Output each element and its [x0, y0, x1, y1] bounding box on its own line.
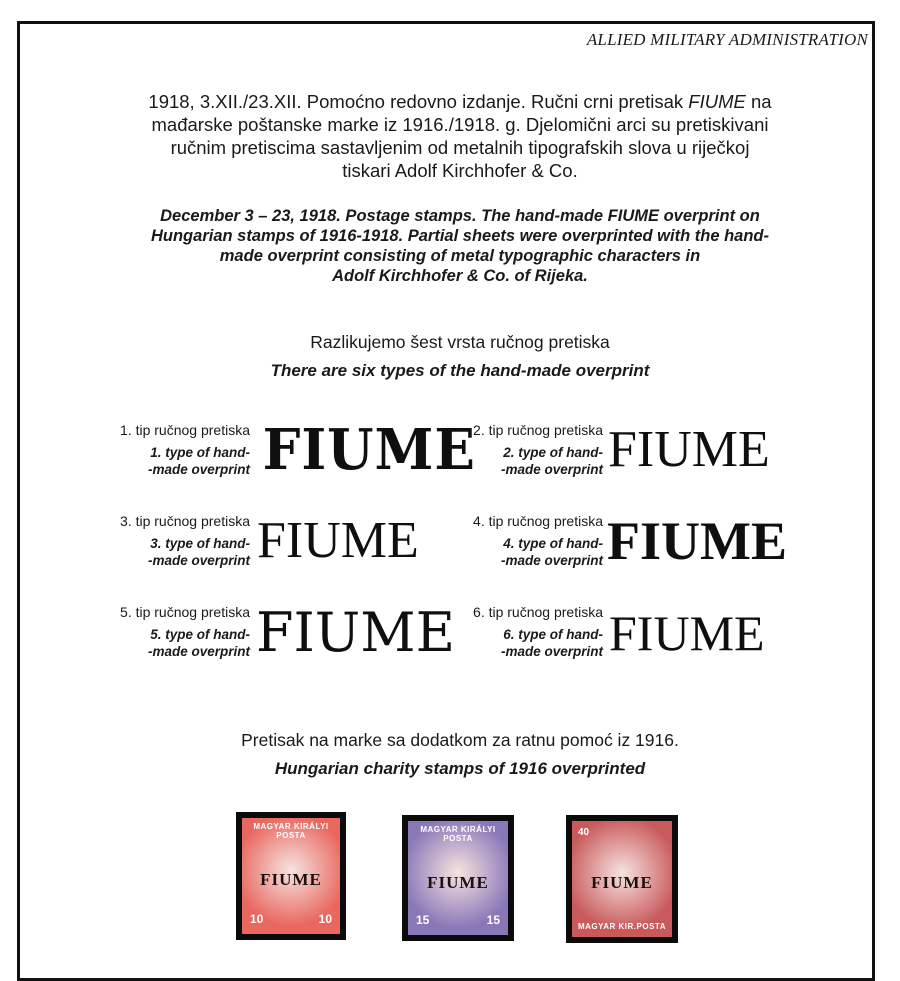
charity-heading-hr: Pretisak na marke sa dodatkom za ratnu pomoć iz 1916. — [241, 730, 679, 750]
stamp-overprint: FIUME — [260, 870, 322, 889]
overprint-type-1: 1. tip ručnog pretiska 1. type of hand- -made overprint — [120, 422, 250, 477]
overprint-type-2: 2. tip ručnog pretiska 2. type of hand- -made overprint — [473, 422, 603, 477]
types-heading-hr: Razlikujemo šest vrsta ručnog pretiska — [310, 332, 610, 352]
overprint-sample-1: FIUME — [262, 417, 476, 483]
stamp-overprint: FIUME — [427, 873, 489, 892]
overprint-type-6: 6. tip ručnog pretiska 6. type of hand- -made overprint — [473, 604, 603, 659]
stamp-2: MAGYAR KIRÁLYI POSTA FIUME 15 15 — [402, 815, 514, 941]
overprint-type-5: 5. tip ručnog pretiska 5. type of hand- -made overprint — [120, 604, 250, 659]
charity-heading-en: Hungarian charity stamps of 1916 overprinted — [274, 759, 646, 778]
overprint-sample-2: FIUME — [608, 421, 770, 478]
types-heading-en: There are six types of the hand-made overprint — [270, 361, 650, 380]
overprint-type-4: 4. tip ručnog pretiska 4. type of hand- -made overprint — [473, 513, 603, 568]
overprint-type-3: 3. tip ručnog pretiska 3. type of hand- -made overprint — [120, 513, 250, 568]
overprint-sample-5: FIUME — [256, 601, 456, 664]
overprint-sample-4: FIUME — [607, 511, 787, 571]
overprint-sample-6: FIUME — [609, 605, 765, 661]
page-header: ALLIED MILITARY ADMINISTRATION — [586, 30, 868, 49]
stamp-overprint: FIUME — [591, 873, 653, 892]
intro-croatian: 1918, 3.XII./23.XII. Pomoćno redovno izdanje. Ručni crni pretisak FIUME na mađarske poštanske marke iz 1916./1918. g. Djelomični arci su pretiskivani ručnim pretiscima sastavljenim od metalnih tipografskih slova u riječkoj tiskari Adolf Kirchhofer & Co. — [148, 91, 772, 181]
stamp-1: MAGYAR KIRÁLYI POSTA FIUME 10 10 — [236, 812, 346, 940]
stamp-3: 40 FIUME MAGYAR KIR.POSTA — [566, 815, 678, 943]
intro-english: December 3 – 23, 1918. Postage stamps. The hand-made FIUME overprint on Hungarian stamps of 1916-1918. Partial sheets were overprinted with the hand- made overprint consisting of metal typographic characters in Adolf Kirchhofer & Co. of Rijeka. — [150, 207, 770, 285]
overprint-sample-3: FIUME — [257, 512, 419, 569]
